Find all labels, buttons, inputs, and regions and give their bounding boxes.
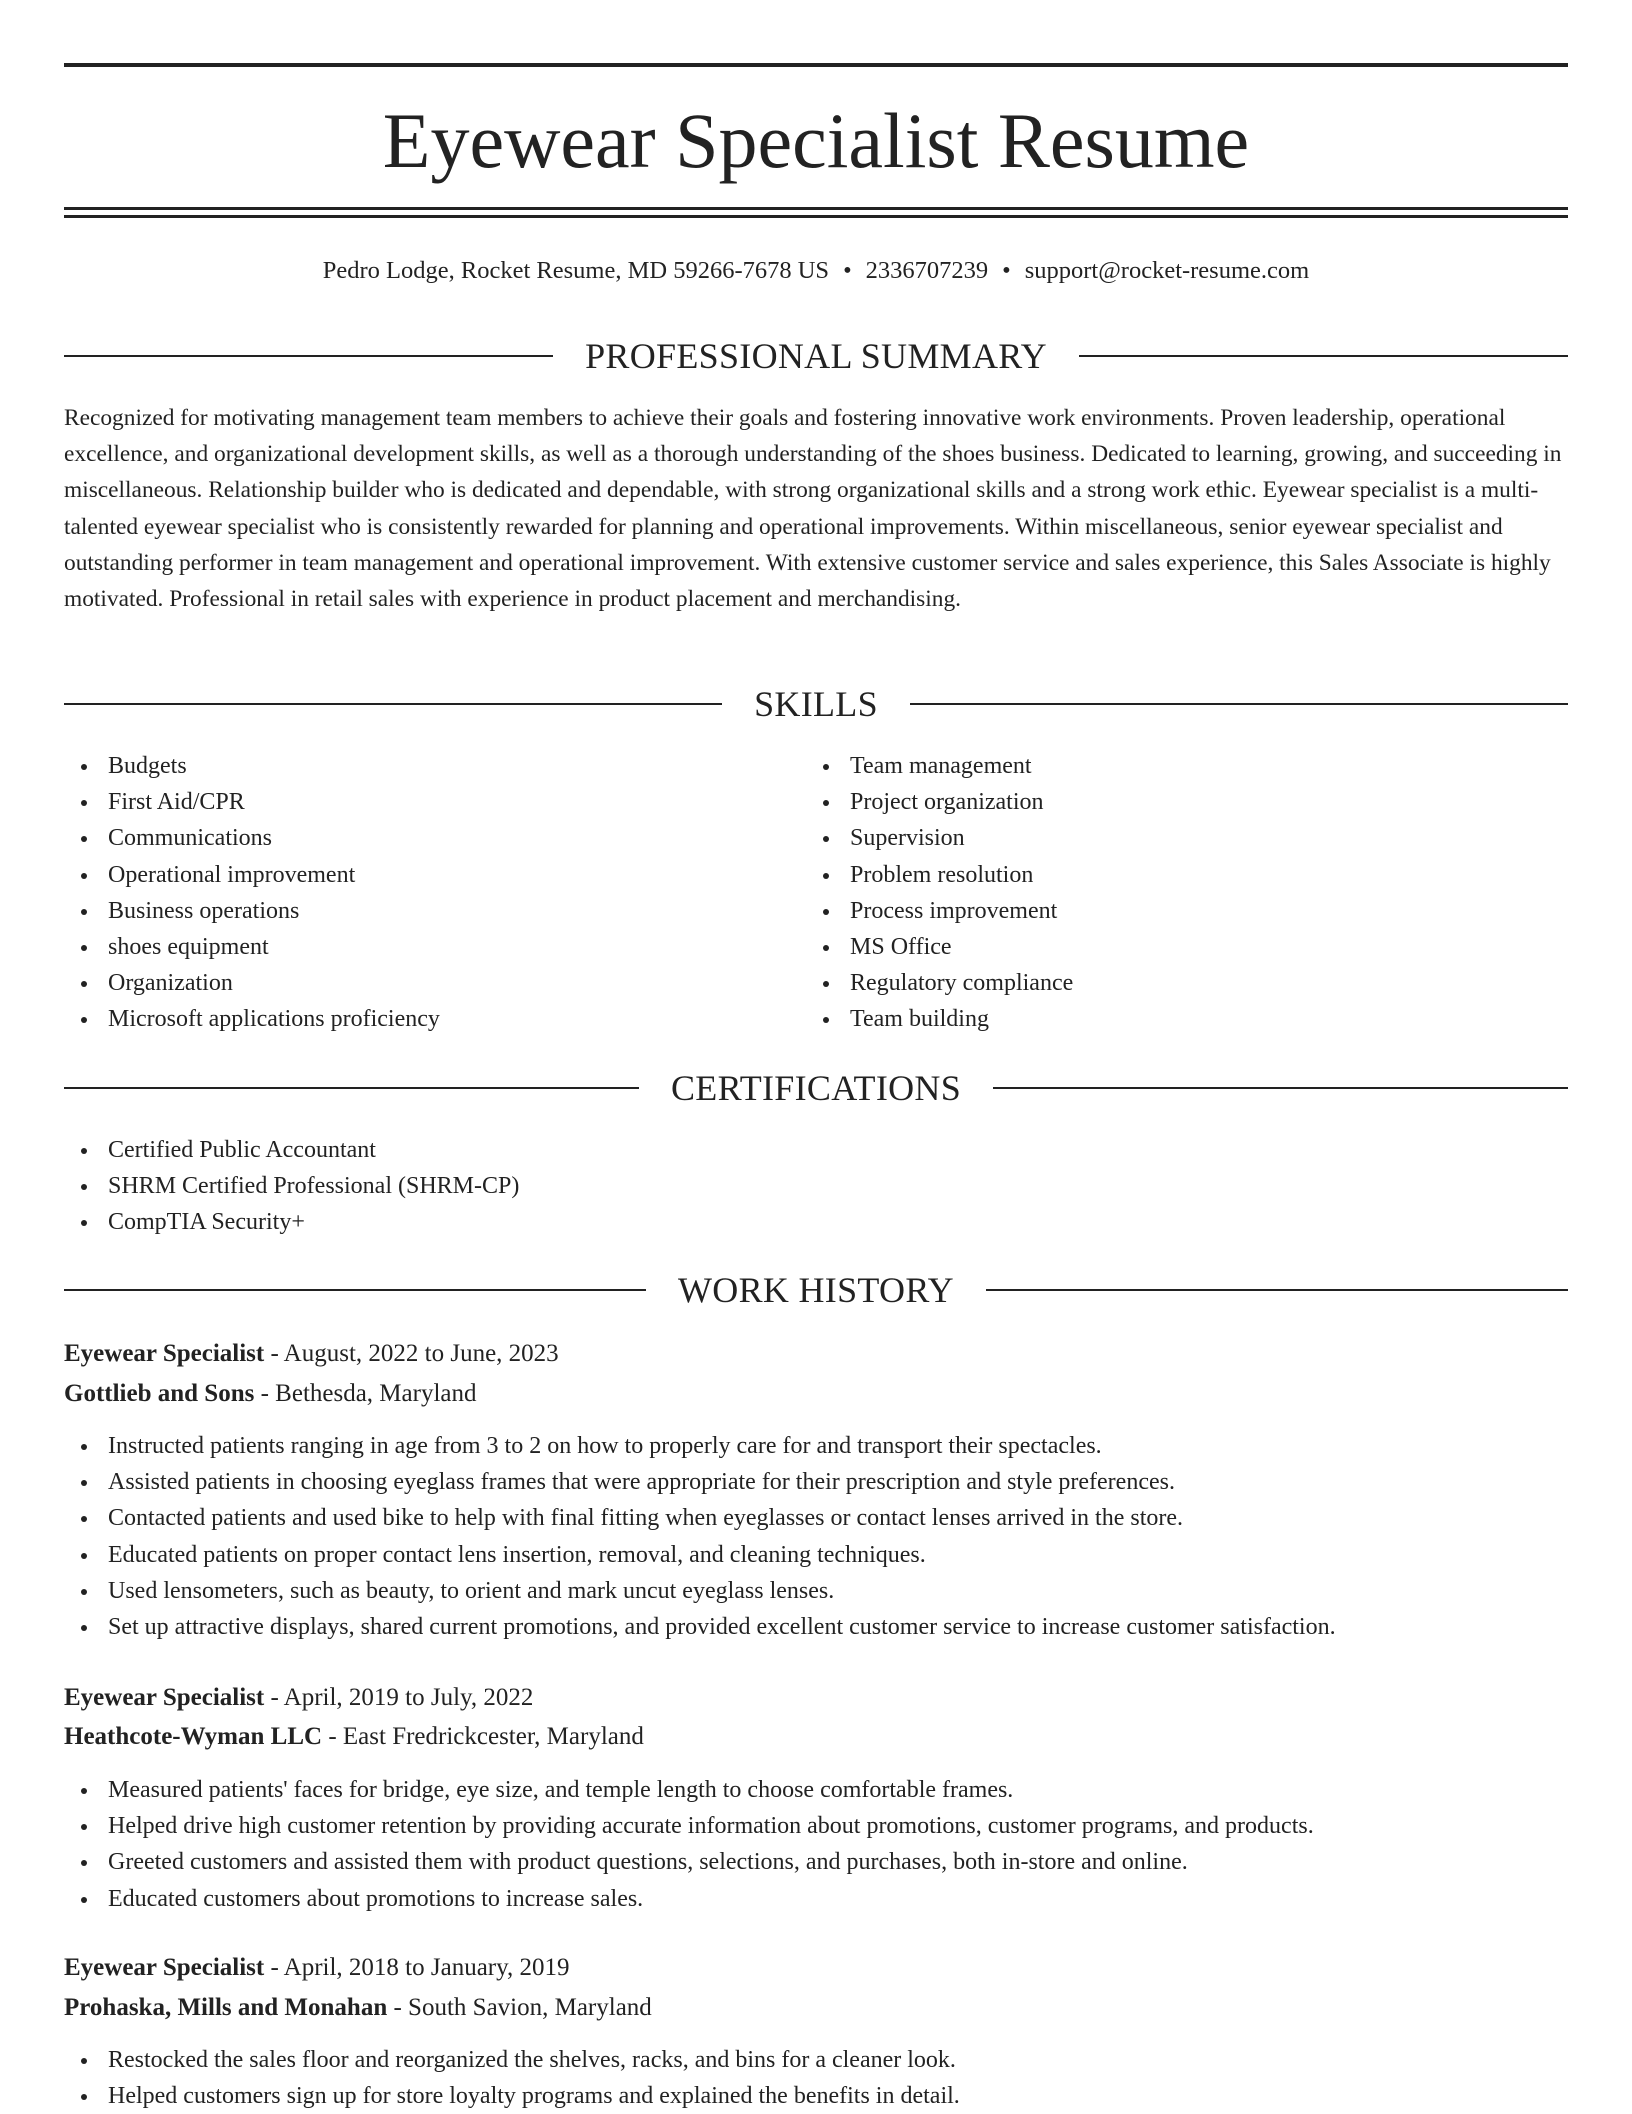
skill-item: Organization: [64, 965, 804, 1001]
contact-phone: 2336707239: [865, 257, 989, 284]
job-duty-item: Used lensometers, such as beauty, to orient and mark uncut eyeglass lenses.: [64, 1573, 1568, 1609]
job-duty-item: Set up attractive displays, shared current promotions, and provided excellent customer service to increase customer satisfaction.: [64, 1609, 1568, 1645]
job-title: Eyewear Specialist: [64, 1340, 265, 1367]
certification-item: SHRM Certified Professional (SHRM-CP): [64, 1168, 1568, 1204]
job-duties-list: [64, 2042, 1568, 2114]
job-location: - Bethesda, Maryland: [260, 1380, 477, 1407]
skill-item: shoes equipment: [64, 929, 804, 965]
job-dates: - April, 2018 to January, 2019: [270, 1954, 570, 1981]
resume-title: Eyewear Specialist Resume: [382, 97, 1250, 184]
skill-item: Project organization: [806, 784, 1546, 820]
certification-item: Certified Public Accountant: [64, 1132, 1568, 1168]
skill-item: Operational improvement: [64, 857, 804, 893]
skill-item: Supervision: [806, 820, 1546, 856]
job-duty-item: Restocked the sales floor and reorganized the shelves, racks, and bins for a cleaner look.: [64, 2042, 1568, 2078]
skill-item: MS Office: [806, 929, 1546, 965]
job-duty-item: Greeted customers and assisted them with product questions, selections, and purchases, both in-store and online.: [64, 1844, 1568, 1880]
skill-item: Communications: [64, 820, 804, 856]
job-duties-list: [64, 1428, 1568, 1645]
job-duties-list: [64, 1772, 1568, 1917]
contact-separator: •: [843, 257, 852, 284]
heading-rule-left: [64, 1289, 646, 1291]
heading-rule-right: [993, 1087, 1568, 1089]
job-duty-item: Assisted patients in choosing eyeglass frames that were appropriate for their prescription and style preferences.: [64, 1464, 1568, 1500]
job-title-line: [64, 1336, 1568, 1372]
heading-rule-right: [910, 703, 1568, 705]
job-title: Eyewear Specialist: [64, 1954, 265, 1981]
top-rule: [64, 63, 1568, 67]
job-company-line: [64, 1990, 1568, 2026]
skills-heading: [64, 682, 1568, 726]
job-company: Heathcote-Wyman LLC: [64, 1723, 323, 1750]
job-title-line: [64, 1950, 1568, 1986]
heading-rule-left: [64, 1087, 639, 1089]
work-history-heading: [64, 1268, 1568, 1312]
skill-item: Microsoft applications proficiency: [64, 1001, 804, 1037]
certifications-list: [64, 1132, 1568, 1241]
contact-line: [64, 254, 1568, 288]
skills-list-left: [64, 748, 804, 1038]
job-title-line: [64, 1680, 1568, 1716]
section-title: CERTIFICATIONS: [670, 1068, 962, 1108]
heading-rule-right: [986, 1289, 1568, 1291]
job-duty-item: Educated customers about promotions to increase sales.: [64, 1881, 1568, 1917]
skill-item: Regulatory compliance: [806, 965, 1546, 1001]
skills-list-right: [806, 748, 1546, 1038]
heading-rule-right: [1079, 355, 1568, 357]
skill-item: Team management: [806, 748, 1546, 784]
summary-text: Recognized for motivating management team members to achieve their goals and fostering innovative work environments. Proven leadership, operational excellence, and organizational development skills, as well as a thorough understanding of the shoes business. Dedicated to learning, growing, and succeeding in miscellaneous. Relationship builder who is dedicated and dependable, with strong organizational skills and a strong work ethic. Eyewear specialist is a multi-talented eyewear specialist who is consistently rewarded for planning and operational improvements. Within miscellaneous, senior eyewear specialist and outstanding performer in team management and operational improvement. With extensive customer service and sales experience, this Sales Associate is highly motivated. Professional in retail sales with experience in product placement and merchandising.: [64, 405, 1562, 613]
summary-heading: [64, 334, 1568, 378]
heading-rule-left: [64, 703, 722, 705]
job-duty-item: Contacted patients and used bike to help with final fitting when eyeglasses or contact lenses arrived in the store.: [64, 1500, 1568, 1536]
job-duty-item: Instructed patients ranging in age from 3 to 2 on how to properly care for and transport their spectacles.: [64, 1428, 1568, 1464]
job-location: - South Savion, Maryland: [393, 1994, 652, 2021]
title-double-rule-lower: [64, 215, 1568, 218]
skill-item: First Aid/CPR: [64, 784, 804, 820]
skill-item: Process improvement: [806, 893, 1546, 929]
job-duty-item: Measured patients' faces for bridge, eye size, and temple length to choose comfortable frames.: [64, 1772, 1568, 1808]
skill-item: Team building: [806, 1001, 1546, 1037]
contact-address: Pedro Lodge, Rocket Resume, MD 59266-7678 US: [322, 257, 830, 284]
skill-item: Problem resolution: [806, 857, 1546, 893]
job-company: Prohaska, Mills and Monahan: [64, 1994, 388, 2021]
section-title: WORK HISTORY: [678, 1270, 954, 1310]
skill-item: Business operations: [64, 893, 804, 929]
job-company: Gottlieb and Sons: [64, 1380, 255, 1407]
job-duty-item: Helped customers sign up for store loyalty programs and explained the benefits in detail.: [64, 2078, 1568, 2114]
job-duty-item: Educated patients on proper contact lens insertion, removal, and cleaning techniques.: [64, 1537, 1568, 1573]
certification-item: CompTIA Security+: [64, 1204, 1568, 1240]
job-location: - East Fredrickcester, Maryland: [328, 1723, 644, 1750]
section-title: SKILLS: [754, 684, 878, 724]
job-dates: - August, 2022 to June, 2023: [270, 1340, 559, 1367]
title-double-rule-upper: [64, 207, 1568, 210]
contact-email: support@rocket-resume.com: [1024, 257, 1310, 284]
section-title: PROFESSIONAL SUMMARY: [585, 336, 1047, 376]
certifications-heading: [64, 1066, 1568, 1110]
job-company-line: [64, 1719, 1568, 1755]
heading-rule-left: [64, 355, 553, 357]
job-company-line: [64, 1376, 1568, 1412]
skill-item: Budgets: [64, 748, 804, 784]
job-title: Eyewear Specialist: [64, 1684, 265, 1711]
job-duty-item: Helped drive high customer retention by providing accurate information about promotions, customer programs, and products.: [64, 1808, 1568, 1844]
job-dates: - April, 2019 to July, 2022: [270, 1684, 534, 1711]
contact-separator: •: [1002, 257, 1011, 284]
